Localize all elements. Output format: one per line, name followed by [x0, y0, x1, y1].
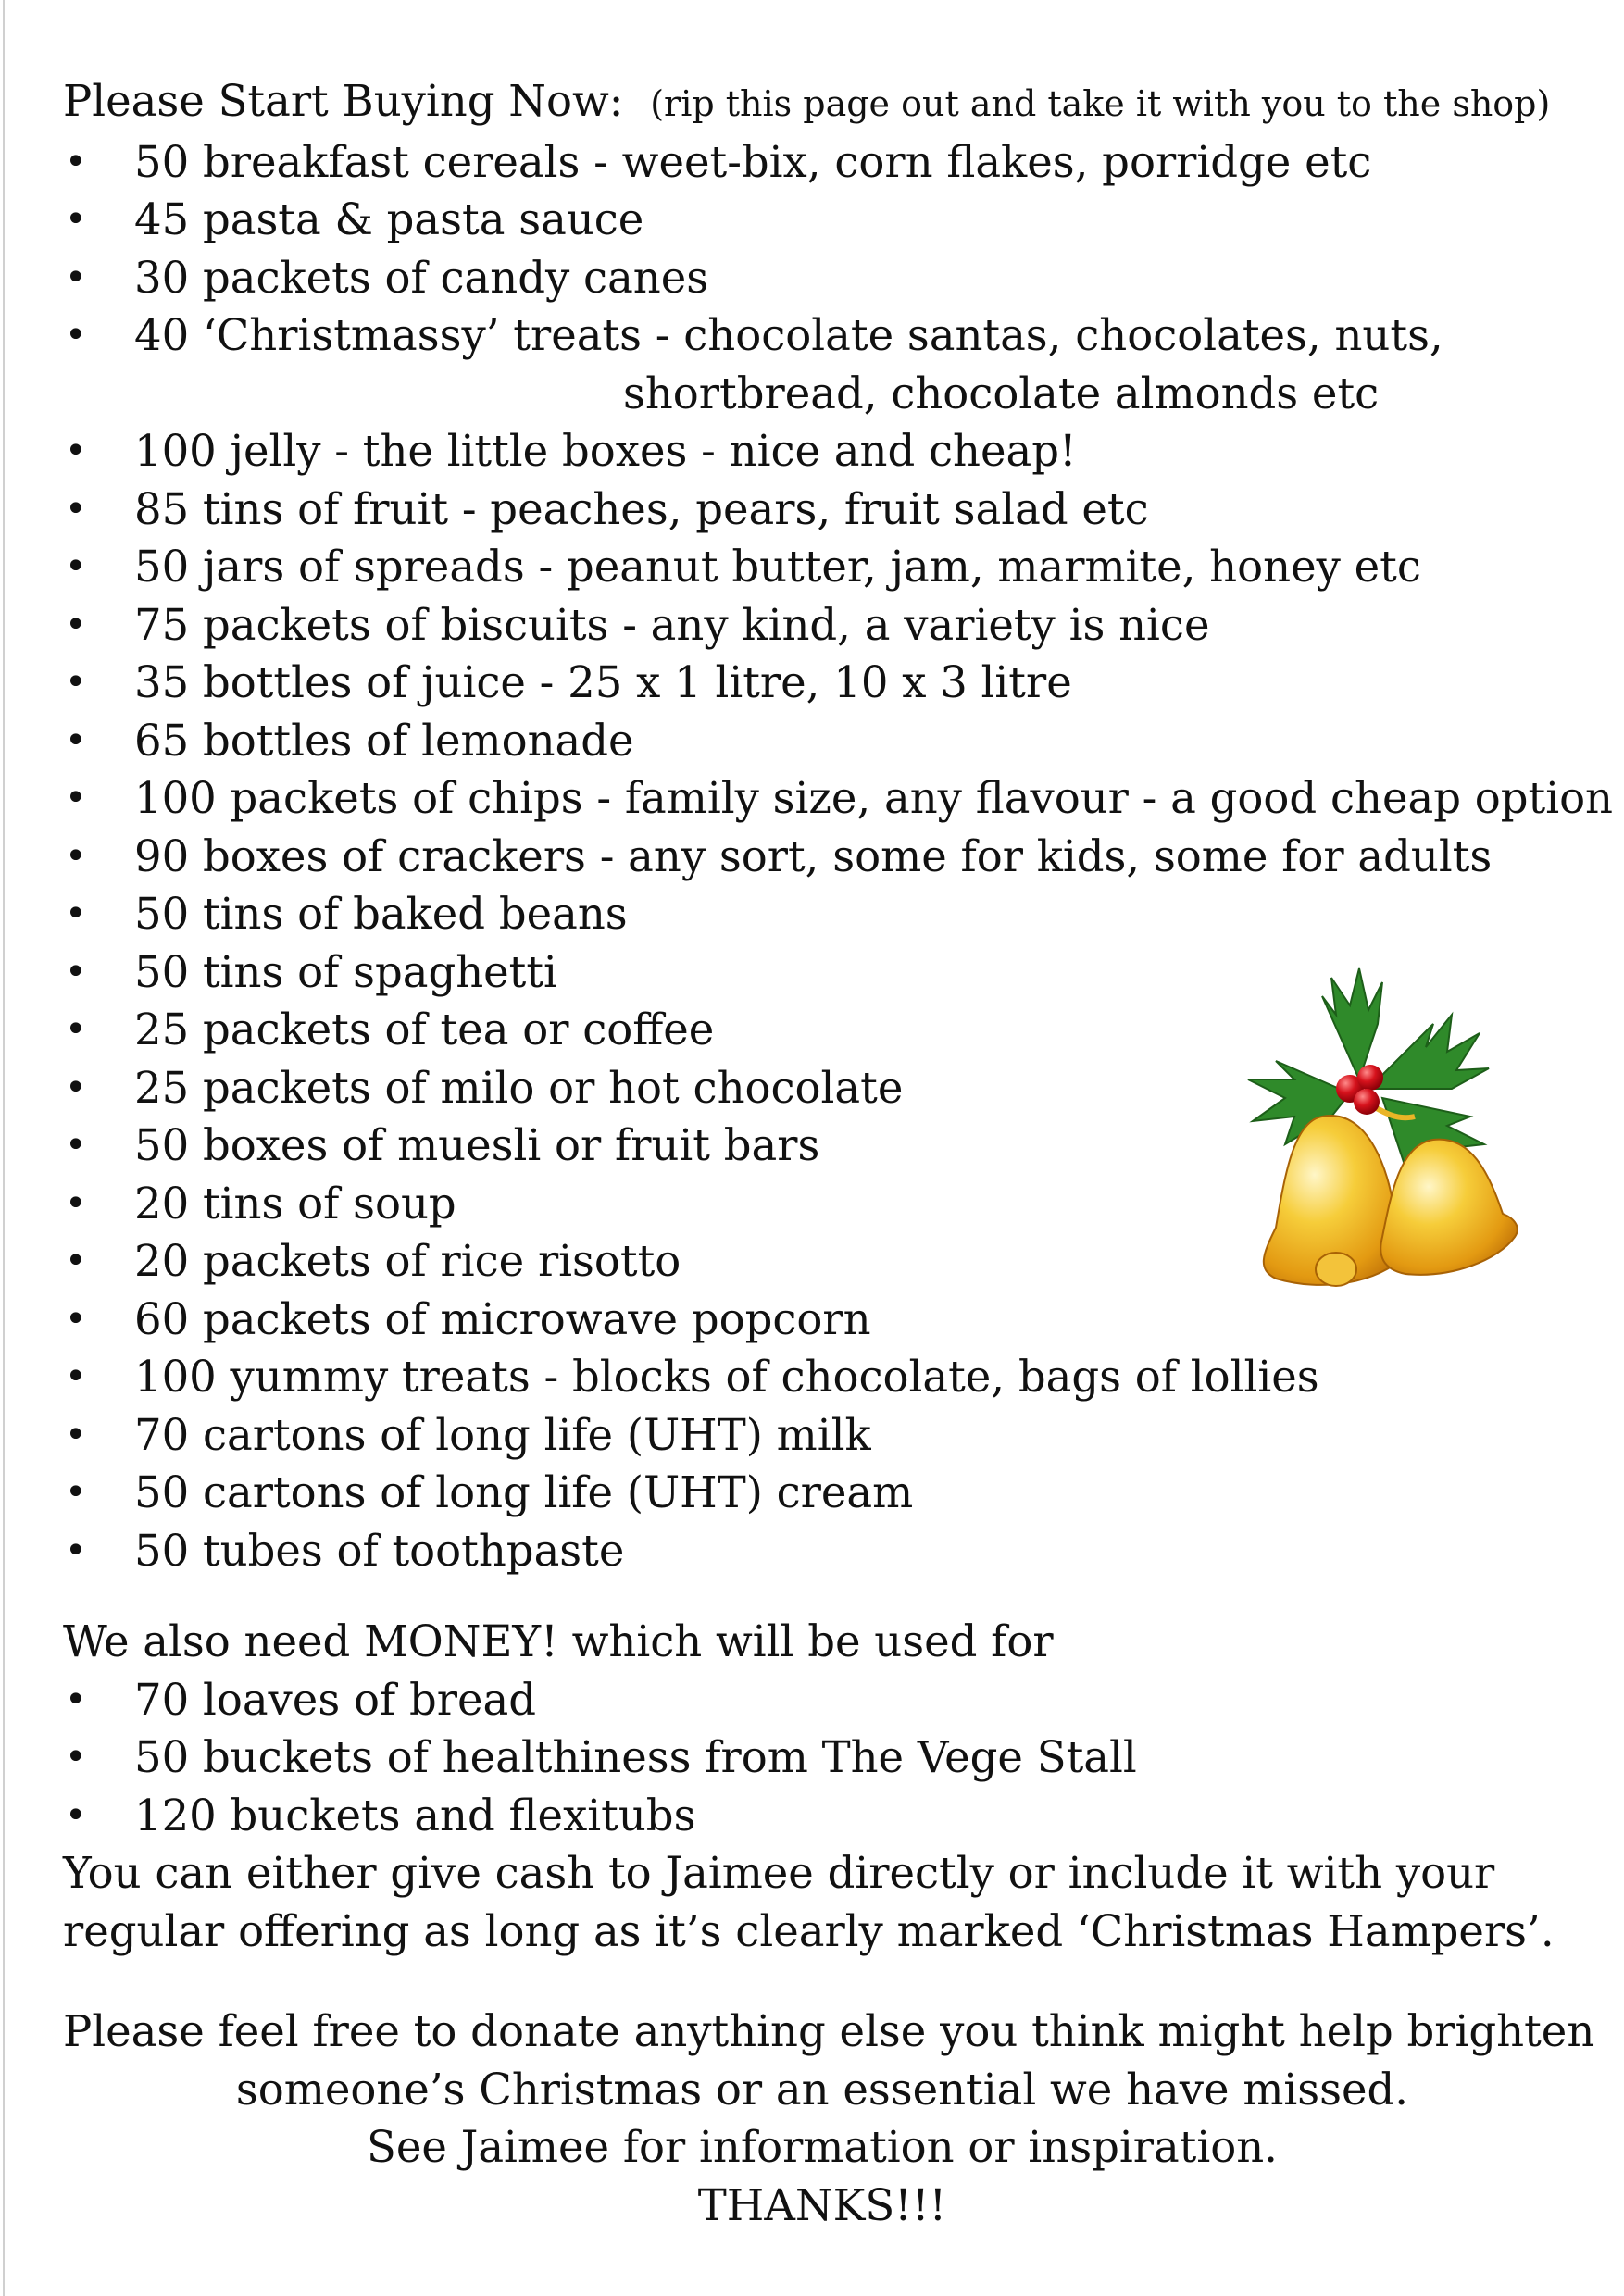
shopping-list-item: [63, 306, 1581, 422]
shopping-heading-note: (rip this page out and take it with you to the shop): [650, 83, 1551, 124]
shopping-list-item: [63, 1522, 1581, 1580]
closing-message: [63, 2003, 1595, 2234]
right-bell: [1380, 1140, 1518, 1275]
closing-line-2: someone’s Christmas or an essential we have missed.: [235, 2064, 1409, 2115]
shopping-item-text: 60 packets of microwave popcorn: [134, 1293, 871, 1344]
shopping-item-text: 40 ‘Christmassy’ treats - chocolate santas, chocolates, nuts,: [134, 310, 1443, 360]
shopping-item-text: 50 cartons of long life (UHT) cream: [134, 1467, 914, 1517]
shopping-list-item: [63, 1464, 1581, 1522]
shopping-item-text: 50 boxes of muesli or fruit bars: [134, 1120, 820, 1170]
shopping-heading-title: Please Start Buying Now:: [63, 76, 624, 126]
closing-line-1: Please feel free to donate anything else you think might help brighten: [63, 2006, 1595, 2056]
shopping-item-text: 45 pasta & pasta sauce: [134, 194, 644, 244]
shopping-item-text: 25 packets of tea or coffee: [134, 1004, 715, 1054]
closing-thanks: THANKS!!!: [697, 2179, 947, 2230]
christmas-bells-icon: [1220, 959, 1526, 1311]
shopping-item-text: 35 bottles of juice - 25 x 1 litre, 10 x 3 litre: [134, 657, 1072, 707]
shopping-item-text: 20 packets of rice risotto: [134, 1236, 681, 1286]
shopping-list-item: [63, 1406, 1581, 1465]
shopping-heading: [63, 72, 1581, 133]
shopping-list-item: [63, 191, 1581, 249]
money-list: [63, 1671, 1581, 1845]
shopping-item-continuation: shortbread, chocolate almonds etc: [623, 368, 1380, 418]
shopping-list-item: [63, 596, 1581, 655]
money-heading: We also need MONEY! which will be used for: [63, 1616, 1054, 1666]
money-list-item: • 120 buckets and flexitubs: [63, 1787, 1581, 1845]
money-note-line-1: You can either give cash to Jaimee directly or include it with your: [63, 1848, 1495, 1898]
shopping-item-text: 50 tins of spaghetti: [134, 946, 557, 997]
money-note-line-2: regular offering as long as it’s clearly marked ‘Christmas Hampers’.: [63, 1905, 1555, 1956]
shopping-list-item: [63, 885, 1581, 943]
shopping-item-text: 20 tins of soup: [134, 1178, 456, 1229]
shopping-item-text: 50 tubes of toothpaste: [134, 1525, 625, 1576]
shopping-item-text: 50 jars of spreads - peanut butter, jam, marmite, honey etc: [134, 542, 1421, 592]
money-list-item: • 70 loaves of bread: [63, 1671, 1581, 1729]
shopping-list-item: [63, 828, 1581, 886]
shopping-item-text: 65 bottles of lemonade: [134, 715, 634, 766]
shopping-list-item: [63, 1348, 1581, 1406]
shopping-item-text: 90 boxes of crackers - any sort, some for kids, some for adults: [134, 830, 1493, 881]
shopping-item-text: 85 tins of fruit - peaches, pears, fruit salad etc: [134, 483, 1149, 534]
shopping-list-item: [63, 654, 1581, 712]
shopping-item-text: 50 tins of baked beans: [134, 889, 628, 939]
page-edge-rule: [3, 0, 5, 2296]
shopping-list: [63, 133, 1614, 1580]
shopping-list-item: [63, 480, 1581, 539]
shopping-list-item: [63, 422, 1581, 480]
shopping-list-item: [63, 133, 1581, 192]
shopping-item-text: 100 jelly - the little boxes - nice and cheap!: [134, 426, 1077, 476]
shopping-item-text: 70 cartons of long life (UHT) milk: [134, 1409, 871, 1460]
shopping-item-text: 75 packets of biscuits - any kind, a variety is nice: [134, 599, 1210, 650]
shopping-item-text: 25 packets of milo or hot chocolate: [134, 1062, 904, 1113]
shopping-list-item: [63, 538, 1581, 596]
shopping-item-text: 100 yummy treats - blocks of chocolate, bags of lollies: [134, 1352, 1319, 1402]
shopping-list-item: [63, 712, 1581, 770]
shopping-item-text: 100 packets of chips - family size, any flavour - a good cheap option: [134, 773, 1614, 823]
shopping-item-text: 50 breakfast cereals - weet-bix, corn flakes, porridge etc: [134, 136, 1372, 187]
closing-line-3: See Jaimee for information or inspiration.: [367, 2122, 1278, 2172]
shopping-list-item: [63, 249, 1581, 307]
money-list-item: • 50 buckets of healthiness from The Vege Stall: [63, 1728, 1581, 1787]
shopping-list-item: [63, 769, 1614, 828]
shopping-item-text: 30 packets of candy canes: [134, 252, 709, 303]
